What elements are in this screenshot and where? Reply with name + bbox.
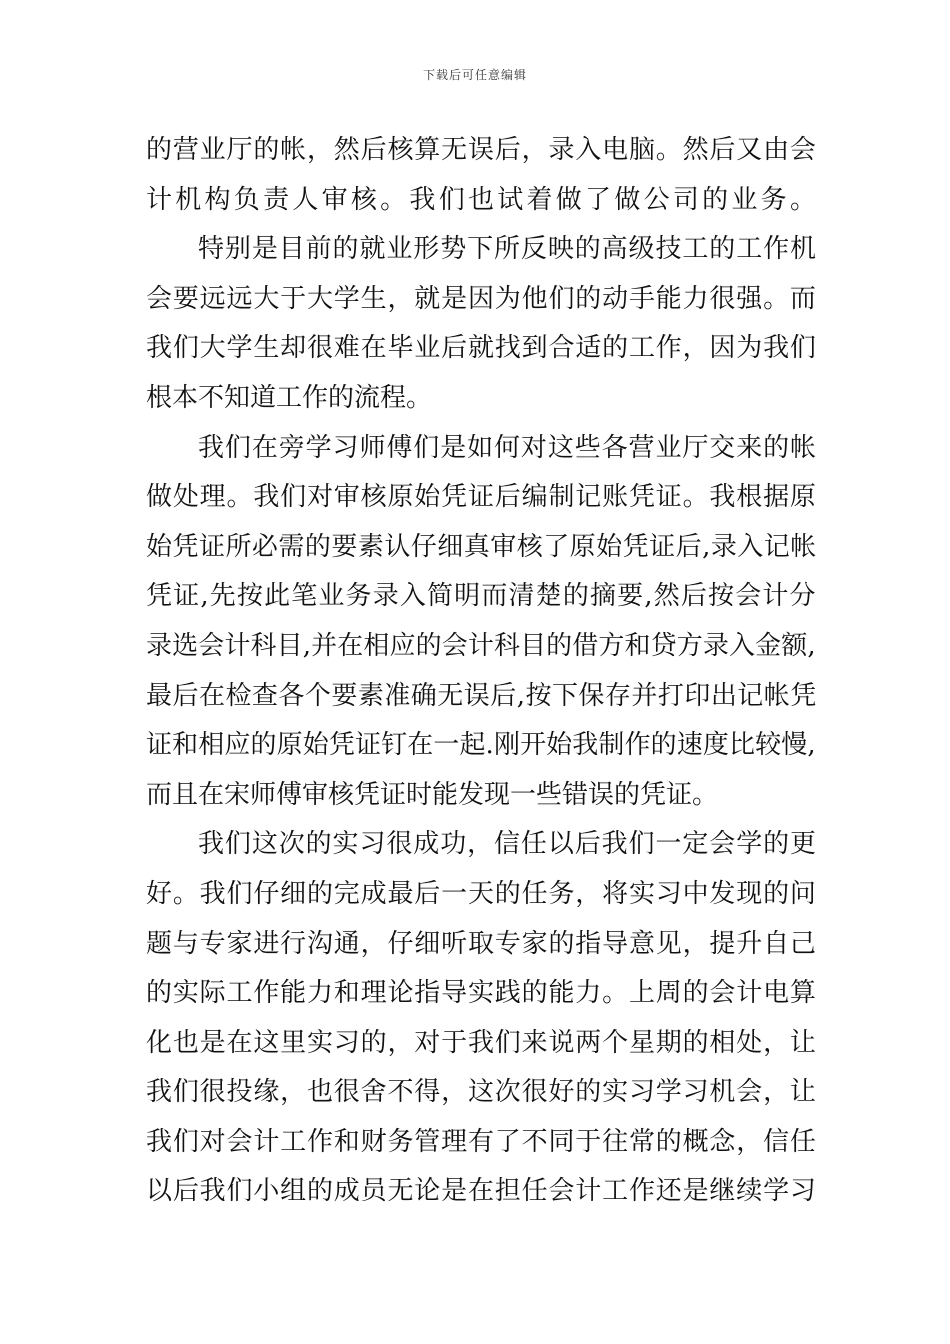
text-line: 特别是目前的就业形势下所反映的高级技工的工作机 <box>198 234 817 265</box>
text-line: 以后我们小组的成员无论是在担任会计工作还是继续学习 <box>146 1176 817 1207</box>
text-line: 我们这次的实习很成功，信任以后我们一定会学的更 <box>198 829 817 860</box>
text-line: 我们对会计工作和财务管理有了不同于往常的概念，信任 <box>146 1126 817 1157</box>
text-line: 我们在旁学习师傅们是如何对这些各营业厅交来的帐 <box>198 432 817 463</box>
text-line: 始凭证所必需的要素认仔细真审核了原始凭证后,录入记帐 <box>146 531 817 562</box>
text-line: 我们大学生却很难在毕业后就找到合适的工作，因为我们 <box>146 333 817 364</box>
text-line: 最后在检查各个要素准确无误后,按下保存并打印出记帐凭 <box>146 680 817 711</box>
text-line: 我们很投缘，也很舍不得，这次很好的实习学习机会，让 <box>146 1077 817 1108</box>
text-line: 计机构负责人审核。我们也试着做了做公司的业务。 <box>146 184 820 215</box>
text-line: 根本不知道工作的流程。 <box>146 382 433 413</box>
text-line: 会要远远大于大学生，就是因为他们的动手能力很强。而 <box>146 283 817 314</box>
text-line: 而且在宋师傅审核凭证时能发现一些错误的凭证。 <box>146 779 719 810</box>
text-line: 的实际工作能力和理论指导实践的能力。上周的会计电算 <box>146 978 817 1009</box>
text-line: 凭证,先按此笔业务录入简明而清楚的摘要,然后按会计分 <box>146 581 817 612</box>
text-line: 做处理。我们对审核原始凭证后编制记账凭证。我根据原 <box>146 482 817 513</box>
text-line: 化也是在这里实习的，对于我们来说两个星期的相处，让 <box>146 1027 817 1058</box>
text-line: 录选会计科目,并在相应的会计科目的借方和贷方录入金额, <box>146 630 816 661</box>
text-line: 好。我们仔细的完成最后一天的任务，将实习中发现的问 <box>146 878 817 909</box>
text-line: 题与专家进行沟通，仔细听取专家的指导意见，提升自己 <box>146 928 817 959</box>
page-header: 下载后可任意编辑 <box>422 68 527 82</box>
body-text <box>146 126 820 1217</box>
text-line: 证和相应的原始凭证钉在一起.刚开始我制作的速度比较慢, <box>146 730 816 761</box>
text-line: 的营业厅的帐，然后核算无误后，录入电脑。然后又由会 <box>146 135 817 165</box>
